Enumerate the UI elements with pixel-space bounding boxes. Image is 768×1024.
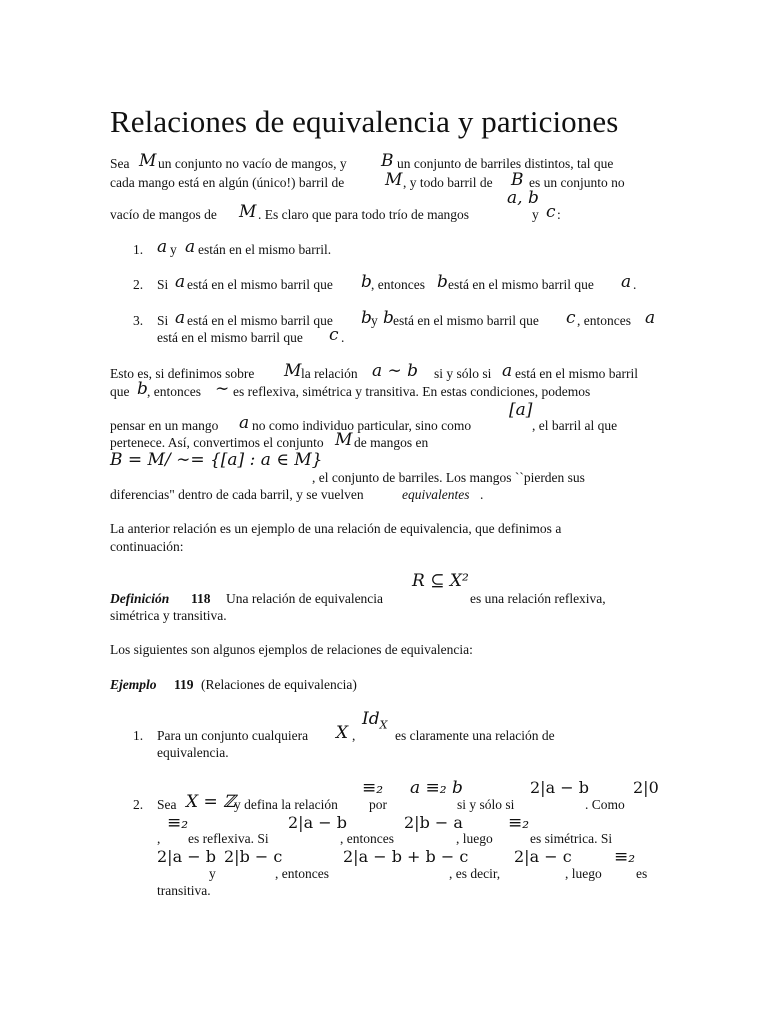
list-number: 2. [133, 797, 144, 812]
emphasis-text: equivalentes [402, 487, 470, 502]
text: , el barril al que [532, 418, 618, 433]
math-B: B [381, 151, 394, 171]
text: es simétrica. Si [530, 831, 613, 846]
math-class-a: [a] [509, 400, 533, 420]
definition-label: Definición [110, 591, 170, 606]
text: está en el mismo barril que [157, 330, 303, 345]
text: , es decir, [449, 866, 501, 881]
text: si y sólo si [457, 797, 515, 812]
text: . Como [585, 797, 625, 812]
math-M: M [335, 430, 353, 450]
text: Una relación de equivalencia [226, 591, 384, 606]
text: un conjunto no vacío de mangos, y [158, 156, 347, 171]
text: , entonces [340, 831, 394, 846]
example-number: 119 [174, 677, 194, 692]
example-title: (Relaciones de equivalencia) [201, 677, 357, 692]
math-c: c [566, 308, 576, 328]
text: . [480, 487, 484, 502]
text: La anterior relación es un ejemplo de una relación de equivalencia, que definimos a [110, 521, 562, 536]
text: que [110, 384, 130, 399]
page-title: Relaciones de equivalencia y particiones [110, 104, 619, 139]
text: pensar en un mango [110, 418, 219, 433]
text: es un conjunto no [529, 175, 625, 190]
text: está en el mismo barril [515, 366, 638, 381]
text: está en el mismo barril que [187, 277, 333, 292]
text: si y sólo si [434, 366, 492, 381]
math-b: b [383, 308, 394, 328]
math-b: b [437, 272, 448, 292]
text: Sea [110, 156, 130, 171]
math-div: 2|a − b [157, 847, 216, 866]
math-div: 2|a − c [514, 847, 572, 866]
math-a: a [239, 413, 250, 433]
text: la relación [301, 366, 358, 381]
math-equiv2: ≡₂ [167, 813, 189, 833]
math-a: a [645, 308, 656, 328]
text: es reflexiva, simétrica y transitiva. En estas condiciones, podemos [233, 384, 591, 399]
math-div: 2|a − b + b − c [343, 847, 469, 866]
text: , [157, 831, 161, 846]
text: continuación: [110, 539, 184, 554]
id-symbol: Id [362, 709, 380, 729]
text: vacío de mangos de [110, 207, 217, 222]
text: un conjunto de barriles distintos, tal que [397, 156, 614, 171]
text: está en el mismo barril que [187, 313, 333, 328]
text: Esto es, si definimos sobre [110, 366, 255, 381]
math-equiv2: ≡₂ [508, 813, 530, 833]
math-c: c [546, 202, 556, 222]
text: es claramente una relación de [395, 728, 555, 743]
math-a: a [621, 272, 632, 292]
text: está en el mismo barril que [448, 277, 594, 292]
math-equiv2: ≡₂ [362, 778, 384, 798]
definition-number: 118 [191, 591, 211, 606]
math-div: 2|a − b [530, 778, 589, 797]
text: : [557, 207, 561, 222]
math-a: a [157, 237, 168, 257]
math-X-eq-Z: X = ℤ [186, 792, 236, 812]
text: transitiva. [157, 883, 211, 898]
text: , luego [565, 866, 602, 881]
math-a: a [175, 272, 186, 292]
math-X: X [336, 723, 349, 743]
text: están en el mismo barril. [198, 242, 332, 257]
math-a-sim-b: a ∼ b [372, 361, 419, 381]
text: por [369, 797, 387, 812]
list-number: 1. [133, 242, 144, 257]
text: diferencias" dentro de cada barril, y se vuelven [110, 487, 364, 502]
math-B: B [511, 170, 524, 190]
text: y [209, 866, 216, 881]
text: cada mango está en algún (único!) barril de [110, 175, 345, 190]
text: equivalencia. [157, 745, 229, 760]
text: Sea [157, 797, 177, 812]
text: , luego [456, 831, 493, 846]
text: Para un conjunto cualquiera [157, 728, 309, 743]
math-M: M [385, 170, 403, 190]
text: , el conjunto de barriles. Los mangos ``pierden sus [312, 470, 585, 485]
math-a: a [175, 308, 186, 328]
math-div: 2|b − a [404, 813, 463, 832]
math-ab: a, b [507, 188, 539, 208]
text: es reflexiva. Si [188, 831, 269, 846]
example-label: Ejemplo [110, 677, 157, 692]
text: , entonces [275, 866, 329, 881]
list-number: 2. [133, 277, 144, 292]
text: está en el mismo barril que [393, 313, 539, 328]
text: , [352, 728, 356, 743]
text: y [170, 242, 177, 257]
list-number: 1. [133, 728, 144, 743]
math-a-equiv2-b: a ≡₂ b [410, 778, 463, 798]
text: de mangos en [354, 435, 429, 450]
text: es [636, 866, 648, 881]
text: pertenece. Así, convertimos el conjunto [110, 435, 324, 450]
text: no como individuo particular, sino como [252, 418, 472, 433]
math-sim: ∼ [215, 379, 230, 399]
text: . [341, 330, 345, 345]
math-IdX [362, 709, 387, 731]
text: es una relación reflexiva, [470, 591, 606, 606]
math-R-subset: R ⊆ X² [412, 571, 469, 591]
math-M: M [284, 361, 302, 381]
math-div: 2|0 [633, 778, 659, 797]
text: , entonces [577, 313, 631, 328]
math-b: b [137, 379, 148, 399]
text: . Es claro que para todo trío de mangos [258, 207, 470, 222]
text: , entonces [371, 277, 425, 292]
math-c: c [329, 325, 339, 345]
math-M: M [139, 151, 157, 171]
text: Si [157, 313, 169, 328]
text: , y todo barril de [403, 175, 493, 190]
text: y [532, 207, 539, 222]
math-a: a [502, 361, 513, 381]
math-equiv2: ≡₂ [614, 847, 636, 867]
list-number: 3. [133, 313, 144, 328]
math-div: 2|b − c [224, 847, 283, 866]
paragraph: Los siguientes son algunos ejemplos de relaciones de equivalencia: [110, 642, 473, 657]
math-div: 2|a − b [288, 813, 347, 832]
text: . [633, 277, 637, 292]
text: y [371, 313, 378, 328]
text: y defina la relación [234, 797, 338, 812]
text: , entonces [147, 384, 201, 399]
math-b: b [361, 308, 372, 328]
math-M: M [239, 202, 257, 222]
math-b: b [361, 272, 372, 292]
subscript-X: X [379, 718, 388, 732]
math-a: a [185, 237, 196, 257]
text: Si [157, 277, 169, 292]
math-quotient: B = M/ ∼= {[a] : a ∈ M} [110, 450, 323, 470]
text: simétrica y transitiva. [110, 608, 227, 623]
